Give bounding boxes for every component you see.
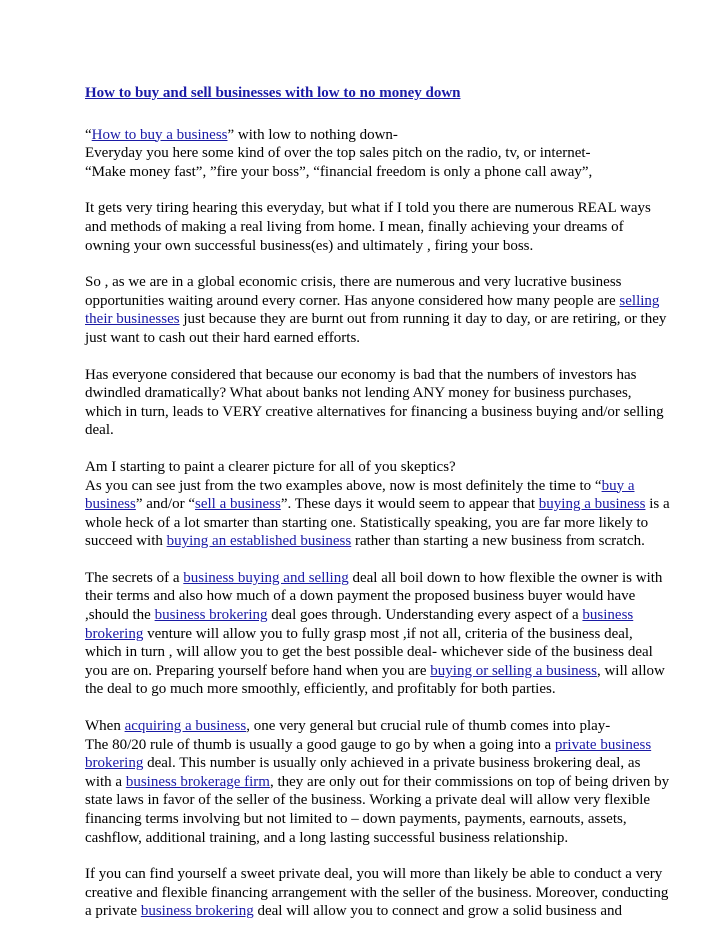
text-line: brokering deal. This number is usually only achieved in a private business brokering deal, as [85,755,641,772]
link-business-brokering-2[interactable]: business [582,607,634,624]
text-line: their businesses just because they are burnt out from running it day to day, or are retiring, or they [85,311,667,328]
text-line: business” and/or “sell a business”. These days it would seem to appear that buying a business is a [85,496,670,513]
link-private-business-brokering[interactable]: private business [554,736,652,753]
text-line: financing terms involving but not limited to – down payments, payments, earnouts, assets, [85,811,627,827]
text-line: opportunities waiting around every corner. Has anyone considered how many people are selling [85,292,660,309]
text-line: their terms and also how much of a down payment the proposed business buyer would have [85,588,636,605]
text-line: So , as we are in a global economic crisis, there are numerous and very lucrative business [85,274,622,291]
link-acquiring-a-business[interactable]: acquiring a business [124,718,247,735]
text-line: just want to cash out their hard earned efforts. [85,329,361,346]
text-line: which in turn, leads to VERY creative alternatives for financing a business buying and/or selling [85,403,664,420]
text-line: When acquiring a business, one very general but crucial rule of thumb comes into play- [85,718,611,735]
link-buying-an-established-business[interactable]: buying an established business [166,533,352,550]
text-line: creative and flexible financing arrangement with the seller of the business. Moreover, conducting [85,884,669,901]
text-line: dwindled dramatically? What about banks not lending ANY money for business purchases, [85,385,632,402]
text-line: you are on. Preparing yourself before hand when you are buying or selling a business, will allow [85,662,665,679]
link-selling-their-businesses-cont[interactable]: their businesses [85,311,180,328]
text-line: Am I starting to paint a clearer picture for all of you skeptics? [85,458,456,475]
text-line: “Make money fast”, ”fire your boss”, “financial freedom is only a phone call away”, [85,163,593,180]
link-business-brokering-3[interactable]: business brokering [140,903,254,920]
text-line: state laws in favor of the seller of the business. Working a private deal will allow very flexible [85,792,651,809]
paragraph-1 [85,126,648,182]
text-line: a private business brokering deal will allow you to connect and grow a solid business and [85,903,622,920]
text-line: owning your own successful business(es) and ultimately , firing your boss. [85,237,534,254]
link-buy-a-business[interactable]: buy a [601,477,635,494]
text-line: cashflow, additional training, and a long lasting successful business relationship. [85,829,569,846]
paragraph-2 [85,199,651,255]
text-line: and methods of making a real living from home. I mean, finally achieving your dreams of [85,218,624,235]
link-buying-a-business[interactable]: buying a business [538,496,646,513]
link-private-business-brokering-cont[interactable]: brokering [85,755,144,772]
text-line: Everyday you here some kind of over the top sales pitch on the radio, tv, or internet- [85,145,591,162]
text-line: brokering venture will allow you to fully grasp most ,if not all, criteria of the business deal, [85,625,633,642]
text-line: ,should the business brokering deal goes through. Understanding every aspect of a business [85,607,634,624]
paragraph-5 [85,458,670,551]
page-title[interactable]: How to buy and sell businesses with low to no money down [85,85,461,101]
paragraph-4 [85,366,664,440]
text-line: The secrets of a business buying and selling deal all boil down to how flexible the owner is with [85,569,663,586]
paragraph-6 [85,569,665,699]
link-business-brokerage-firm[interactable]: business brokerage firm [125,773,270,790]
text-line: with a business brokerage firm, they are only out for their commissions on top of being driven by [85,773,670,790]
link-buy-a-business-cont[interactable]: business [85,496,136,513]
text-line: The 80/20 rule of thumb is usually a good gauge to go by when a going into a private business [85,736,652,753]
text-line: If you can find yourself a sweet private deal, you will more than likely be able to conduct a very [85,866,663,883]
link-business-brokering-2-cont[interactable]: brokering [85,625,144,642]
paragraph-7 [85,717,670,847]
paragraph-3 [85,273,667,347]
text-line: which in turn , will allow you to get the best possible deal- whichever side of the business deal [85,644,653,661]
link-business-brokering[interactable]: business brokering [154,607,268,624]
text-line: “How to buy a business” with low to nothing down- [85,126,398,143]
paragraph-8 [85,865,669,921]
link-business-buying-and-selling[interactable]: business buying and selling [183,569,349,586]
text-line: whole heck of a lot smarter than starting one. Statistically speaking, you are far more likely to [85,514,649,531]
text-line: As you can see just from the two examples above, now is most definitely the time to “buy a [85,477,635,494]
text-line: deal. [85,422,114,439]
text-line: It gets very tiring hearing this everyday, but what if I told you there are numerous REAL ways [85,200,651,217]
link-buying-or-selling-a-business[interactable]: buying or selling a business [430,662,597,679]
text-line: Has everyone considered that because our economy is bad that the numbers of investors has [85,366,637,383]
link-how-to-buy-a-business[interactable]: How to buy a business [91,126,228,143]
link-sell-a-business[interactable]: sell a business [194,496,281,513]
link-selling-their-businesses[interactable]: selling [619,292,660,309]
text-line: succeed with buying an established business rather than starting a new business from scratch. [85,533,645,550]
text-line: the deal to go much more smoothly, efficiently, and profitably for both parties. [85,681,556,698]
